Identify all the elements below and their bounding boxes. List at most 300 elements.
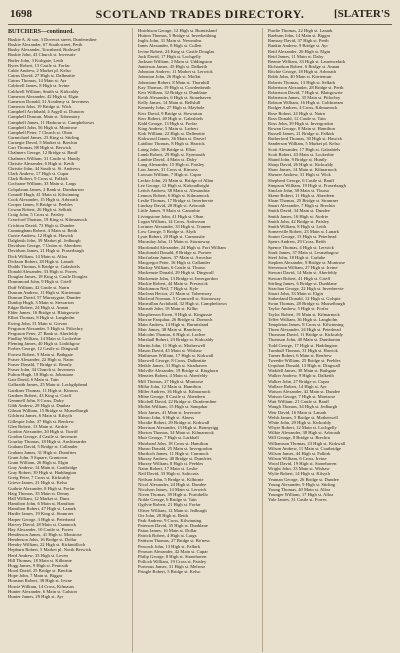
directory-entry: Crichton David, 73 High st. Dundee <box>8 222 75 228</box>
directory-entry: Grant John, 9 Square, Grantown <box>8 454 68 460</box>
directory-entry: Harper George, 3 High st. Peterhead <box>8 516 75 522</box>
directory-entry: King Andrew, 5 Main st. Larbert <box>138 125 199 131</box>
directory-entry: Millar John, 12 Main st. Hamilton <box>138 383 201 389</box>
directory-entry: Lyon Robert, 20 High st. Carnoustie <box>138 234 205 240</box>
directory-entry: Douglas James, 18 King st. Castle Douglas <box>8 274 88 280</box>
directory-entry: Souter George, 13 High st. Peterhead <box>268 234 337 240</box>
directory-entry: Robertson David, 7 High st. Blairgowrie <box>268 89 343 95</box>
directory-entry: Currie Andrew, 12 High st. Hawick <box>8 232 74 238</box>
directory-entry: Gardner Robert, 43 King st. Crieff <box>8 392 72 398</box>
directory-entry: Chalmers William, 31 Castle st. Huntly <box>8 155 81 161</box>
directory-entry: Gray Robert, 39 High st. Haddington <box>8 470 77 476</box>
directory-entry: Niven Thomas, 39 High st. Portobello <box>138 492 208 498</box>
directory-entry: Hill Thomas, 18 Main st. Kilbirnie <box>8 557 72 563</box>
directory-entry: Patrick Robert, 4 High st. Largs <box>138 533 197 539</box>
directory-entry: Noble George, 6 Bridge st. Tain <box>138 497 197 503</box>
directory-entry: Maclean Hector, 21 Main st. Tobermory <box>138 290 212 296</box>
directory-entry: Cunningham Robert, 4 Main st. Beith <box>8 227 78 233</box>
directory-entry: Russell James, 21 Bridge st. Falkirk <box>268 131 335 137</box>
directory-entry: Smith David, 34 Main st. Dundee <box>268 208 330 214</box>
directory-entry: Gilchrist James, 6 Main st. Kilsyth <box>8 413 72 419</box>
directory-entry: Neil David, 33 High st. Saltcoats <box>138 471 199 477</box>
directory-entry: Meikle James, 31 High st. Strathaven <box>138 363 207 369</box>
directory-entry: Lamb Robert, 29 High st. Eyemouth <box>138 151 205 157</box>
directory-entry: Cameron Donald, 31 Academy st. Inverness <box>8 98 90 104</box>
directory-entry: Smart Alexander, 7 High st. Brechin <box>268 203 335 209</box>
directory-entry: Ross Donald, 12 Castle st. Tain <box>268 115 326 121</box>
directory-entry: Moodie Robert, 29 Bridge st. Kirkwall <box>138 419 210 425</box>
directory-entry: Rose Robert, 24 High st. Nairn <box>268 110 326 116</box>
directory-entry: Smith John, 42 Bridge st. Paisley <box>268 218 330 224</box>
directory-entry: Clark Andrew, 17 High st. Cupar <box>8 171 69 177</box>
directory-entry: Moir James, 41 Main st. Inverurie <box>138 409 201 415</box>
directory-entry: Turner Robert, 6 Main st. Renfrew <box>268 352 332 358</box>
directory-entry: Mitchell David, 22 Bridge st. Dunfermline <box>138 399 217 405</box>
directory-entry: Fleming James, 40 High st. Linlithgow <box>8 341 80 347</box>
directory-entry: Ewing John, 31 Main st. Girvan <box>8 320 67 326</box>
directory-entry: White John, 29 High st. Kirkcaldy <box>268 419 332 425</box>
directory-entry: Sanderson William, 5 Market pl. Kelso <box>268 141 340 147</box>
directory-entry: Richardson Robert, 6 Bridge st. Annan <box>268 64 340 70</box>
directory-entry: Macrae Farquhar, 26 Bridge st. Dornoch <box>138 316 213 322</box>
directory-entry: Williamson Thomas, 23 High st. Kirkwall <box>268 440 346 446</box>
directory-entry: Campbell John, 56 High st. Montrose <box>8 124 78 130</box>
directory-entry: Whyte Robert, 12 Main st. Lochgelly <box>268 425 337 431</box>
directory-entry: Miller Andrew, 36 High st. Kilmarnock <box>138 388 211 394</box>
directory-entry: Carnegie David, 5 Market st. Brechin <box>8 140 78 146</box>
directory-entry: Fraser Donald, 7 Bridge st. Beauly <box>8 361 72 367</box>
directory-entry: Nicol Alexander, 24 High st. Dundee <box>138 481 207 487</box>
directory-entry: Hutchison George, 12 High st. Burntisland <box>138 28 217 33</box>
directory-entry: Pearson Alexander, 42 Main st. Cupar <box>138 548 208 554</box>
directory-entry: Crawford Thomas, 19 King st. Kilmarnock <box>8 217 88 223</box>
directory-entry: Howie William, 14 Cross, Kilmaurs <box>8 583 75 589</box>
directory-entry: Ramsay David, 37 High st. Perth <box>268 38 329 44</box>
directory-entry: Forbes George, 12 Castle st. Dingwall <box>8 346 79 352</box>
directory-entry: Galbraith James, 25 Main st. Lochgilphead <box>8 382 88 388</box>
directory-entry: Gemmell John, 8 Cross, Dalry <box>8 397 64 403</box>
columns <box>8 28 392 652</box>
directory-entry: Watt William, 21 Castle st. Banff <box>268 399 329 405</box>
directory-entry: Swan Thomas, 28 Bridge st. Musselburgh <box>268 301 346 307</box>
directory-entry: Grant William, 26 High st. Elgin <box>8 459 69 465</box>
directory-entry: Laidlaw Thomas, 8 High st. Hawick <box>138 141 205 147</box>
directory-entry: Greig Peter, 7 Cross st. Kirkcaldy <box>8 475 70 481</box>
directory-entry: Spence Thomas, 4 High st. Lerwick <box>268 244 334 250</box>
directory-entry: Hepburn Robert, 5 Market pl. North Berwick <box>8 547 92 553</box>
directory-entry: Oliver William, 12 Main st. Jedburgh <box>138 507 207 513</box>
directory-entry: Lang Alexander, 15 High st. Paisley <box>138 162 205 168</box>
directory-entry: Raeburn John, 14 Main st. Biggar <box>268 33 331 39</box>
directory-entry: Kay Thomas, 19 High st. Cowdenbeath <box>138 84 211 90</box>
directory-entry: Philip George, 8 High st. Stonehaven <box>138 553 207 559</box>
directory-entry: Glen Robert, 13 Main st. Airdrie <box>8 423 68 429</box>
directory-entry: Pringle Robert, 5 Bridge st. Kelso <box>138 569 201 575</box>
directory-entry: Scott Robert, 43 Main st. Lockerbie <box>268 151 334 157</box>
directory-entry: Todd George, 17 High st. Haddington <box>268 342 338 348</box>
directory-entry: Hardie James, 19 King st. Stranraer <box>8 511 74 517</box>
directory-entry: Mackenzie Donald, 29 High st. Dingwall <box>138 270 214 276</box>
directory-entry: Inglis John, 31 Main st. Newmilns <box>138 38 202 44</box>
directory-entry: Dalgleish John, 39 Market pl. Jedburgh <box>8 238 81 244</box>
directory-entry: Thom Alexander, 24 High st. Peterhead <box>268 327 341 333</box>
directory-entry: Taylor Robert, 19 Main st. Kilmarnock <box>268 311 340 317</box>
directory-entry: Nairn Robert, 17 Main st. Leslie <box>138 466 198 472</box>
directory-entry: Carmichael James, 23 King st. Stirling <box>8 134 80 140</box>
section-heading: BUTCHERS—continued. <box>8 29 74 35</box>
directory-entry: Christie John, 44 South st. St. Andrews <box>8 165 81 171</box>
directory-entry: Young Alexander, 9 High st. Stirling <box>268 481 336 487</box>
directory-entry: Lawson William, 7 High st. Cupar <box>138 172 202 178</box>
directory-entry: Milne George, 8 Castle st. Aberdeen <box>138 394 205 400</box>
directory-entry: Steel John, 18 High st. Carluke <box>268 254 326 260</box>
directory-entry: Park Andrew, 9 Cross, Kilwinning <box>138 517 202 523</box>
directory-entry: Macmillan Archibald, 32 High st. Campbeltown <box>138 301 227 307</box>
directory-entry: Sutherland Donald, 12 High st. Golspie <box>268 296 341 302</box>
directory-entry: Buskie John, 43 Church st. Inverurie <box>8 52 76 58</box>
directory-entry: Pattison Thomas, 27 Bridge st. Bo'ness <box>138 538 210 544</box>
directory-entry: Cairns David, 27 High st. Dalbeattie <box>8 73 75 79</box>
directory-entry: Strachan George, 22 High st. Inverbervie <box>268 285 344 291</box>
directory-entry: Stephen Alexander, 9 Bridge st. Montrose <box>268 260 346 266</box>
directory-entry: Macgregor Peter, 16 High st. Callander <box>138 260 211 266</box>
directory-entry: Innes Alexander, 8 High st. Cullen <box>138 43 202 49</box>
directory-entry: Kidd George, 13 High st. Forfar <box>138 120 197 126</box>
directory-entry: Speirs Andrew, 29 Cross, Beith <box>268 239 326 245</box>
directory-entry: Duff William, 42 Castle st. Nairn <box>8 284 70 290</box>
page-header <box>8 6 392 25</box>
directory-entry: Irvine Robert, 24 King st. Castle Douglas <box>138 48 215 54</box>
directory-entry: Robertson James, 35 Main st. Pitlochry <box>268 95 341 101</box>
directory-entry: Hogg James, 9 High st. Penicuik <box>8 562 69 568</box>
directory-entry: Kerr David, 9 Bridge st. Stewarton <box>138 110 203 116</box>
directory-entry: Muirhead John, 18 Cross st. Hamilton <box>138 440 209 446</box>
directory-entry: Hendry William, 22 High st. Kirkintilloch <box>8 542 86 548</box>
directory-entry: Fraser Alexander, 22 High st. Nairn <box>8 356 74 362</box>
directory-entry: Craig John, 5 Cross st. Paisley <box>8 212 65 218</box>
directory-entry: Sinclair John, 38 Main st. Thurso <box>268 187 330 193</box>
directory-entry: Leslie Thomas, 17 Bridge st. Inverbervie <box>138 198 214 204</box>
directory-entry: Rowan George, 8 Main st. Hamilton <box>268 125 335 131</box>
directory-entry: Little James, 9 Main st. Canonbie <box>138 208 200 214</box>
directory-entry: Hall William, 12 Market st. Duns <box>8 495 70 501</box>
directory-entry: Chalmers George, 12 Bridge st. Banff <box>8 150 78 156</box>
directory-entry: Lorimer Alexander, 33 High st. Tranent <box>138 223 211 229</box>
directory-entry: Reid James, 11 Main st. Dalry <box>268 53 324 59</box>
directory-entry: Yule James, 31 Castle st. Forres <box>268 497 327 503</box>
directory-entry: Simpson William, 19 High st. Fraserburgh <box>268 182 346 188</box>
directory-entry: Fraser John, 34 Church st. Inverness <box>8 367 75 372</box>
directory-entry: Paterson David, 35 High st. Dunblane <box>138 523 208 528</box>
directory-entry: Waddell James, 38 Main st. Bathgate <box>268 368 337 374</box>
directory-entry: Haig Thomas, 35 Main st. Denny <box>8 490 70 496</box>
page-number: 1698 <box>10 8 32 20</box>
directory-entry: Cochrane William, 33 Main st. Largs <box>8 181 77 187</box>
directory-entry: Gourlay Thomas, 18 High st. Auchterarder <box>8 439 87 445</box>
directory-entry: Roberts Thomas, 13 High st. Selkirk <box>268 79 336 85</box>
directory-entry: Rutherford Thomas, 30 High st. Hawick <box>268 136 343 142</box>
directory-entry: Malcolm Thomas, 6 High st. Lochee <box>138 332 206 338</box>
directory-entry: Cable Andrew, 2 Market pl. Kelso <box>8 67 71 73</box>
directory-entry: Purdie Thomas, 22 High st. Lanark <box>268 28 333 33</box>
directory-entry: Wilson James, 44 High st. Falkirk <box>268 450 331 456</box>
directory-entry: Keir William, 32 Bridge st. Dunblane <box>138 89 208 95</box>
directory-entry: Sharp David, 26 High st. Kirkcaldy <box>268 162 334 168</box>
directory-entry: Clark Robert, 9 Cross st. Falkirk <box>8 176 68 182</box>
directory-entry: Melville Alexander, 19 Bridge st. Kinghorn <box>138 368 219 374</box>
directory-entry: Leckie John, 23 Main st. Bridge of Allan <box>138 177 214 183</box>
directory-entry: Martin John, 11 High st. Motherwell <box>138 342 206 348</box>
directory-entry: Wright John, 33 Main st. Wishaw <box>268 466 330 472</box>
directory-entry: Stevenson William, 27 High st. Irvine <box>268 265 338 271</box>
directory-entry: Rankin Andrew, 9 Bridge st. Ayr <box>268 43 328 49</box>
directory-entry: Hunter James, 29 High st. Ayr <box>8 593 64 599</box>
directory-entry: Findlay William, 14 Main st. Lockerbie <box>8 336 81 342</box>
directory-entry: Wilkie Alexander, 38 High st. Arbroath <box>268 430 341 436</box>
directory-entry: Robb John, 40 Main st. Kirriemuir <box>268 74 332 80</box>
directory-entry: Watson George, 7 High st. Montrose <box>268 394 336 400</box>
directory-entry: Campbell James, 11 Harbour st. Campbeltown <box>8 119 94 125</box>
directory-entry: Cowan Robert, 26 High st. Selkirk <box>8 207 72 213</box>
directory-entry: Reid Alexander, 26 High st. Elgin <box>268 48 331 54</box>
directory-entry: Stewart Robert, 41 High st. Crieff <box>268 275 331 281</box>
directory-entry: Mathieson William, 17 High st. Kirkwall <box>138 352 214 358</box>
directory-entry: Dick William, 14 Main st. Alloa <box>8 253 68 259</box>
directory-entry: Graham James, 31 High st. Dumfries <box>8 449 77 455</box>
directory-entry: Templeton James, 8 Cross st. Kilwinning <box>268 321 344 327</box>
directory-entry: Hood David, 25 Bridge st. Brechin <box>8 568 73 574</box>
directory-entry: Stuart John, 33 Main st. Elgin <box>268 290 323 296</box>
directory-entry: Rennie William, 33 High st. Laurencekirk <box>268 58 346 64</box>
directory-entry: Kirk William, 22 High st. Dalbeattie <box>138 131 205 137</box>
directory-entry: Ogilvie Robert, 21 High st. Forfar <box>138 502 201 508</box>
directory-entry: Houston Robert, 38 High st. Irvine <box>8 578 72 584</box>
directory-entry: Murray Andrew, 40 Bridge st. Dumfries <box>138 455 212 461</box>
directory-entry: Gair David, 6 Main st. Tain <box>8 377 59 383</box>
column-3 <box>268 28 392 652</box>
directory-entry: Elder James, 16 Bridge st. Blairgowrie <box>8 310 80 316</box>
directory-entry: Dodds Thomas, 6 Bridge st. Galashiels <box>8 263 80 269</box>
directory-entry: Mill Thomas, 27 High st. Montrose <box>138 378 204 384</box>
directory-entry: Shaw James, 14 Main st. Kilmarnock <box>268 167 337 173</box>
column-2 <box>138 28 263 652</box>
directory-entry: Menzies Robert, 4 Main st. Aberfeldy <box>138 373 208 379</box>
directory-entry: Elliot Thomas, 8 High st. Langholm <box>8 315 75 321</box>
directory-entry: Macdonald Alexander, 24 High st. Fort William <box>138 244 226 250</box>
directory-entry: Orr John, 28 High st. Beith <box>138 512 188 518</box>
directory-entry: Morrison Alexander, 13 High st. Bonnyrigg <box>138 425 219 431</box>
directory-entry: Gardiner Thomas, 11 High st. Kinross <box>8 387 79 393</box>
column-1 <box>8 28 133 652</box>
directory-entry: Connell Hugh, 41 Main st. Kilwinning <box>8 191 80 197</box>
directory-entry: Marshall Robert, 23 Bridge st. Kirkcaldy <box>138 337 214 343</box>
directory-entry: Hunter Alexander, 6 Main st. Galston <box>8 588 77 594</box>
directory-entry: Shepherd George, 6 Castle st. Banff <box>268 177 335 183</box>
directory-entry: Waugh Thomas, 34 High st. Jedburgh <box>268 404 338 410</box>
directory-entry: Paton James, 16 Main st. Dollar <box>138 528 197 534</box>
directory-entry: Ross John, 39 High st. Invergordon <box>268 120 334 126</box>
directory-entry: Ritchie George, 18 High st. Arbroath <box>268 69 336 75</box>
directory-entry: Macfarlane James, 37 Main st. Arrochar <box>138 254 212 260</box>
directory-entry: Jack David, 17 High st. Lochgelly <box>138 53 201 59</box>
directory-entry: Cook Alexander, 15 High st. Arbroath <box>8 196 78 202</box>
directory-entry: Carr Thomas, 88 High st. Berwick <box>8 145 72 151</box>
directory-entry: Stark James, 37 Main st. Lesmahagow <box>268 249 339 255</box>
directory-entry: Buskie Alexander, 67 South street, Perth <box>8 42 83 48</box>
directory-entry: Fulton Hugh, 18 High st. Johnstone <box>8 372 74 378</box>
directory-entry: Kennedy John, 27 High st. Maybole <box>138 105 205 111</box>
directory-entry: Duncan David, 57 Murraygate, Dundee <box>8 294 81 300</box>
directory-entry: Peacock John, 13 High st. Falkirk <box>138 543 201 549</box>
directory-entry: Younger William, 17 High st. Alloa <box>268 492 334 498</box>
directory-entry: Kirkwood James, 36 Main st. Darvel <box>138 136 206 142</box>
directory-entry: Morton Thomas, 34 Main st. Kilmarnock <box>138 430 214 436</box>
directory-entry: Tweedie William, 25 Bridge st. Peebles <box>268 358 341 363</box>
directory-entry: Macpherson Ewen, 9 High st. Kingussie <box>138 311 213 317</box>
directory-entry: Davidson George, 7 Union st. Aberdeen <box>8 243 82 249</box>
directory-entry: Scott Alexander, 17 High st. Galashiels <box>268 146 341 152</box>
directory-entry: Dickson Robert, 28 High st. Lanark <box>8 258 74 264</box>
directory-entry: Yeaman George, 26 Bridge st. Dundee <box>268 476 339 482</box>
directory-entry: Leitch Andrew, 38 Main st. Alexandria <box>138 187 210 193</box>
directory-entry: Campbell Archibald, 4 Argyll st. Dunoon <box>8 109 84 115</box>
directory-entry: Kelly James, 14 Main st. Bellshill <box>138 100 201 106</box>
publisher-label: [SLATER'S <box>333 8 390 20</box>
directory-entry: Herd Andrew, 33 High st. Leven <box>8 552 68 558</box>
directory-entry: Logan William, 14 Cross, Ardrossan <box>138 218 206 224</box>
directory-entry: Gibson William, 15 Bridge st. Musselburgh <box>8 408 89 414</box>
directory-entry: Jackson William, 3 Main st. Uddingston <box>138 58 212 64</box>
directory-entry: Hope John, 7 Main st. Biggar <box>8 573 63 579</box>
directory-entry: Jamieson James, 45 High st. Dalkeith <box>138 64 208 70</box>
directory-entry: Busby Alexander, Townhead, Bothwell <box>8 47 81 53</box>
directory-entry: Keith Alexander, 6 High st. Stonehaven <box>138 95 211 101</box>
directory-entry: Gordon George, 4 Castle st. Inverurie <box>8 434 78 440</box>
directory-entry: Munro Donald, 25 Main st. Invergordon <box>138 445 213 451</box>
directory-entry: Gray Andrew, 14 Main st. Coatbridge <box>8 464 78 470</box>
directory-entry: Sloan Thomas, 25 Bridge st. Stranraer <box>268 198 339 204</box>
directory-entry: Guthrie Alexander, 8 High st. Forfar <box>8 485 75 491</box>
directory-entry: Lindsay David, 28 High st. Arbroath <box>138 203 206 209</box>
directory-entry: Caldwell William, Smith st. Kirkcaldy <box>8 88 79 94</box>
directory-entry: Turnbull Thomas, 31 High st. Hawick <box>268 347 338 353</box>
directory-entry: Kerr Robert, 40 High st. Galashiels <box>138 115 203 121</box>
directory-entry: Byres Robert, 15 Castle st. Forfar <box>8 62 70 68</box>
directory-entry: Gordon Alexander, 20 High st. Turriff <box>8 428 78 434</box>
directory-entry: Will George, 8 Bridge st. Brechin <box>268 435 330 441</box>
directory-entry: Taylor Andrew, 5 High st. Forfar <box>268 306 329 312</box>
directory-entry: Campbell Duncan, Main st. Tobermory <box>8 114 81 120</box>
directory-entry: Cameron Alexander, 42 High st. Elgin <box>8 93 79 99</box>
directory-entry: Grieve James, 21 High st. Kelso <box>8 480 68 486</box>
page-title: SCOTLAND TRADES DIRECTORY. <box>95 7 305 21</box>
directory-entry: Gibb Andrew, 29 High st. Dunbar <box>8 403 71 409</box>
directory-entry: Urquhart Donald, 13 High st. Dingwall <box>268 363 341 369</box>
directory-entry: Ferguson Alexander, 5 High st. Pitlochry <box>8 325 84 331</box>
directory-entry: Lennox Robert, 6 High st. Kilmarnock <box>138 193 210 198</box>
directory-entry: Maxwell George, 8 Cross, Dalbeattie <box>138 358 207 363</box>
directory-entry: Mackinnon Neil, 7 High st. Kyle <box>138 285 199 291</box>
directory-entry: Lambie David, 4 Main st. Dalry <box>138 156 197 162</box>
directory-entry: Graham David, 5 Bridge st. Callander <box>8 444 78 450</box>
directory-entry: Cooper James, 8 Bridge st. Peebles <box>8 202 73 207</box>
directory-entry: Murray William, 8 High st. Peebles <box>138 461 204 467</box>
directory-entry: Shearer Andrew, 31 High st. Wick <box>268 172 331 178</box>
directory-entry: Edgar Robert, 24 High st. Annan <box>8 305 69 311</box>
directory-entry: Rodger Andrew, 4 Cross, Kilmarnock <box>268 105 338 111</box>
directory-entry: Pollock William, 19 Cross st. Paisley <box>138 559 207 565</box>
directory-entry: Colquhoun James, 2 Bank st. Dumbarton <box>8 186 84 192</box>
directory-entry: Christie Alexander, 6 High st. Keith <box>8 160 75 166</box>
directory-entry: Moffat William, 15 High st. Sanquhar <box>138 404 208 410</box>
directory-entry: Skene Robert, 11 High st. Aberdeen <box>268 193 335 198</box>
directory-entry: Wilson William, 6 Cross, Irvine <box>268 455 327 461</box>
directory-entry: Forrest Robert, 9 Main st. Bathgate <box>8 351 73 357</box>
directory-entry: Smith William, 8 High st. Leith <box>268 223 327 229</box>
directory-entry: Johnstone Robert, 8 Main st. Thornhill <box>138 79 210 85</box>
directory-entry: Lee George, 12 High st. Kirkcudbright <box>138 182 210 188</box>
directory-entry: Shand John, 9 Bridge st. Huntly <box>268 156 327 162</box>
directory-entry: Hamilton Robert, 47 High st. Lanark <box>8 506 76 512</box>
directory-entry: Murdoch James, 11 High st. Cumnock <box>138 450 209 456</box>
directory-entry: Mair James, 38 Main st. Banchory <box>138 327 202 333</box>
directory-entry: Law James, 31 Cross st. Kinross <box>138 167 198 173</box>
directory-entry: Buskie A. & son, 3 Dovecot street, Dunfermline <box>8 37 97 42</box>
directory-entry: Macaulay John, 11 Main st. Stornoway <box>138 239 210 245</box>
directory-entry: Dunlop Hugh, 3 Main st. Stewarton <box>8 299 74 305</box>
directory-entry: Nicolson James, 14 Main st. Lerwick <box>138 486 207 492</box>
directory-entry: Drummond John, 9 High st. Crieff <box>8 279 72 285</box>
directory-entry: Hay Alexander, 10 Castle st. Forres <box>8 526 74 532</box>
directory-entry: Weir David, 16 Main st. Lanark <box>268 409 327 415</box>
directory-entry: Macdonald Donald, 8 Bridge st. Portree <box>138 249 212 255</box>
directory-entry: Campbell Peter, 7 Church st. Oban <box>8 129 72 135</box>
directory-entry: Henderson James, 41 High st. Montrose <box>8 532 82 537</box>
directory-entry: Duncan Andrew, 11 High st. Kirriemuir <box>8 289 81 295</box>
directory-entry: Smith James, 16 High st. Airdrie <box>268 213 329 219</box>
directory-entry: Main Andrew, 14 High st. Burntisland <box>138 321 209 327</box>
directory-entry: Macleod Norman, 5 Cromwell st. Stornoway <box>138 296 221 302</box>
directory-entry: Laing John, 18 Bridge st. Ellon <box>138 146 196 152</box>
directory-entry: Wilson Andrew, 11 Main st. Coatbridge <box>268 445 341 451</box>
directory-entry: Macnab John, 18 Main st. Killin <box>138 306 198 312</box>
directory-entry: Hutton Thomas, 5 Bridge st. Inverkeithing <box>138 33 217 39</box>
directory-entry: Johnston Andrew, 11 Market st. Lerwick <box>138 69 213 75</box>
directory-entry: Wood David, 19 High st. Stonehaven <box>268 461 337 467</box>
directory-entry: Thomson David, 11 Bridge st. Kirkcaldy <box>268 332 343 338</box>
directory-entry: Walker Andrew, 9 High st. Dalkeith <box>268 373 334 379</box>
directory-entry: Ferguson Peter, 27 Bank st. Aberfeldy <box>8 330 79 336</box>
directory-entry: Caldwell James, 8 High st. Irvine <box>8 83 70 89</box>
directory-entry: Stewart David, 14 Main st. Aberfeldy <box>268 270 338 276</box>
directory-entry: Muir George, 7 High st. Larkhall <box>138 435 199 441</box>
directory-entry: Somerville Robert, 23 Main st. Lanark <box>268 229 340 235</box>
directory-entry: Mackie Robert, 44 Main st. Prestwick <box>138 280 208 286</box>
directory-entry: Johnston John, 26 High st. Moffat <box>138 74 201 80</box>
directory-entry: Livingstone John, 41 High st. Oban <box>138 213 204 219</box>
directory-entry: Butler John, 3 Kirkgate, Leith <box>8 57 64 63</box>
directory-entry: Harvey David, 28 Main st. Cumnock <box>8 521 77 527</box>
directory-entry: Wylie Robert, 14 High st. Kilsyth <box>268 471 330 477</box>
directory-entry: Welsh James, 5 Bridge st. Motherwell <box>268 414 338 420</box>
directory-entry: Mackay William, 6 Castle st. Thurso <box>138 265 206 271</box>
directory-entry: Watson Alexander, 42 Main st. Dundee <box>268 388 341 394</box>
directory-entry: Cameron John, 19 Bridge st. Wick <box>8 104 72 110</box>
directory-entry: Walker John, 27 Bridge st. Cupar <box>268 378 330 384</box>
directory-entry: Monro John, 6 High st. Alness <box>138 414 195 420</box>
directory-entry: Mackenzie John, 13 Bridge st. Invergordon <box>138 275 218 281</box>
directory-entry: Gillespie John, 37 High st. Renfrew <box>8 418 74 424</box>
